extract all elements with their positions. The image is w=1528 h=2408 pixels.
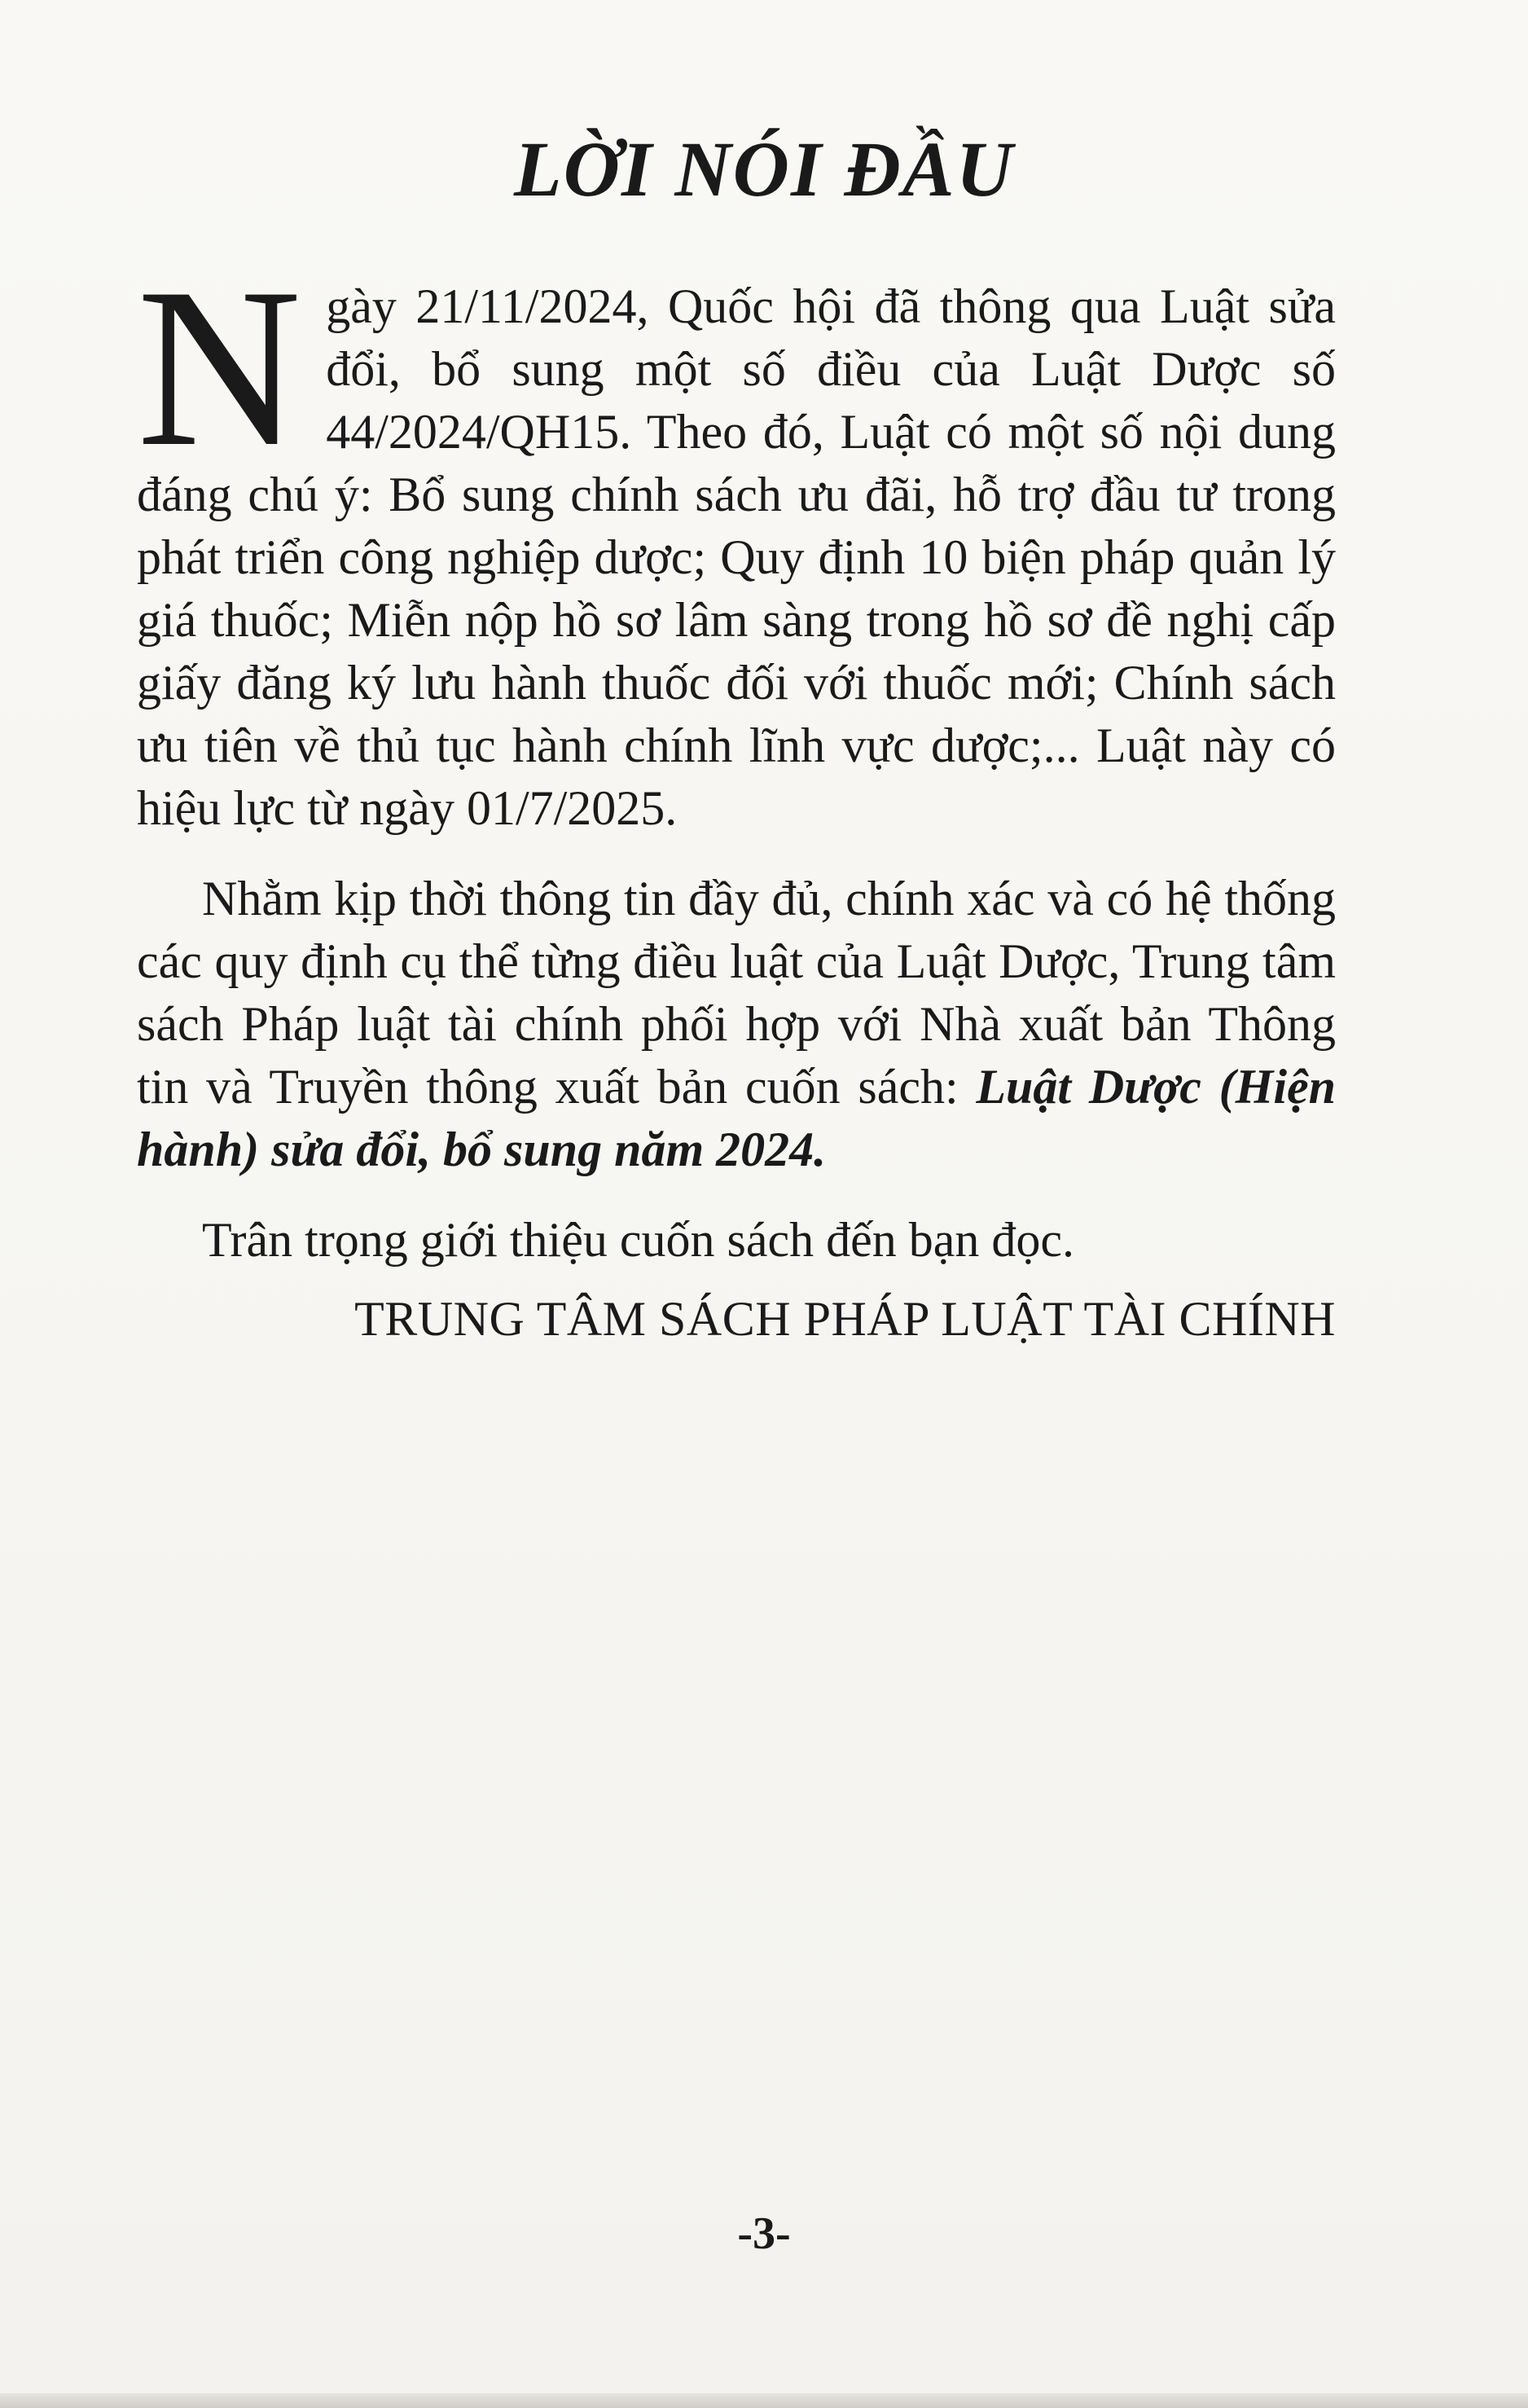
paragraph-closing-text: Trân trọng giới thiệu cuốn sách đến bạn đọc.: [202, 1213, 1074, 1267]
drop-cap-letter: N: [137, 240, 302, 494]
paragraph-purpose-text: Nhằm kịp thời thông tin đầy đủ, chính xác và có hệ thống các quy định cụ thể từng điều luật của Luật Dược, Trung tâm sách Pháp luật tài chính phối hợp với Nhà xuất bản Thông tin và Truyền thông xuất bản cuốn sách:: [137, 872, 1336, 1114]
paragraph-intro: [137, 240, 1336, 840]
book-title: Luật Dược (Hiện hành) sửa đổi, bổ sung năm 2024.: [137, 1060, 1336, 1176]
signature-organization: TRUNG TÂM SÁCH PHÁP LUẬT TÀI CHÍNH: [354, 1292, 1336, 1346]
page-title: LỜI NÓI ĐẦU: [513, 125, 1015, 213]
page-bottom-edge: [0, 2393, 1528, 2408]
body-text: [137, 240, 1336, 1272]
paragraph-purpose: [137, 868, 1336, 1181]
paragraph-closing: [137, 1209, 1336, 1272]
page-number: -3-: [737, 2208, 791, 2259]
paragraph-intro-text: gày 21/11/2024, Quốc hội đã thông qua Luật sửa đổi, bổ sung một số điều của Luật Dược số 44/2024/QH15. Theo đó, Luật có một số nội dung đáng chú ý: Bổ sung chính sách ưu đãi, hỗ trợ đầu tư trong phát triển công nghiệp dược; Quy định 10 biện pháp quản lý giá thuốc; Miễn nộp hồ sơ lâm sàng trong hồ sơ đề nghị cấp giấy đăng ký lưu hành thuốc đối với thuốc mới; Chính sách ưu tiên về thủ tục hành chính lĩnh vực dược;... Luật này có hiệu lực từ ngày 01/7/2025.: [137, 279, 1336, 835]
